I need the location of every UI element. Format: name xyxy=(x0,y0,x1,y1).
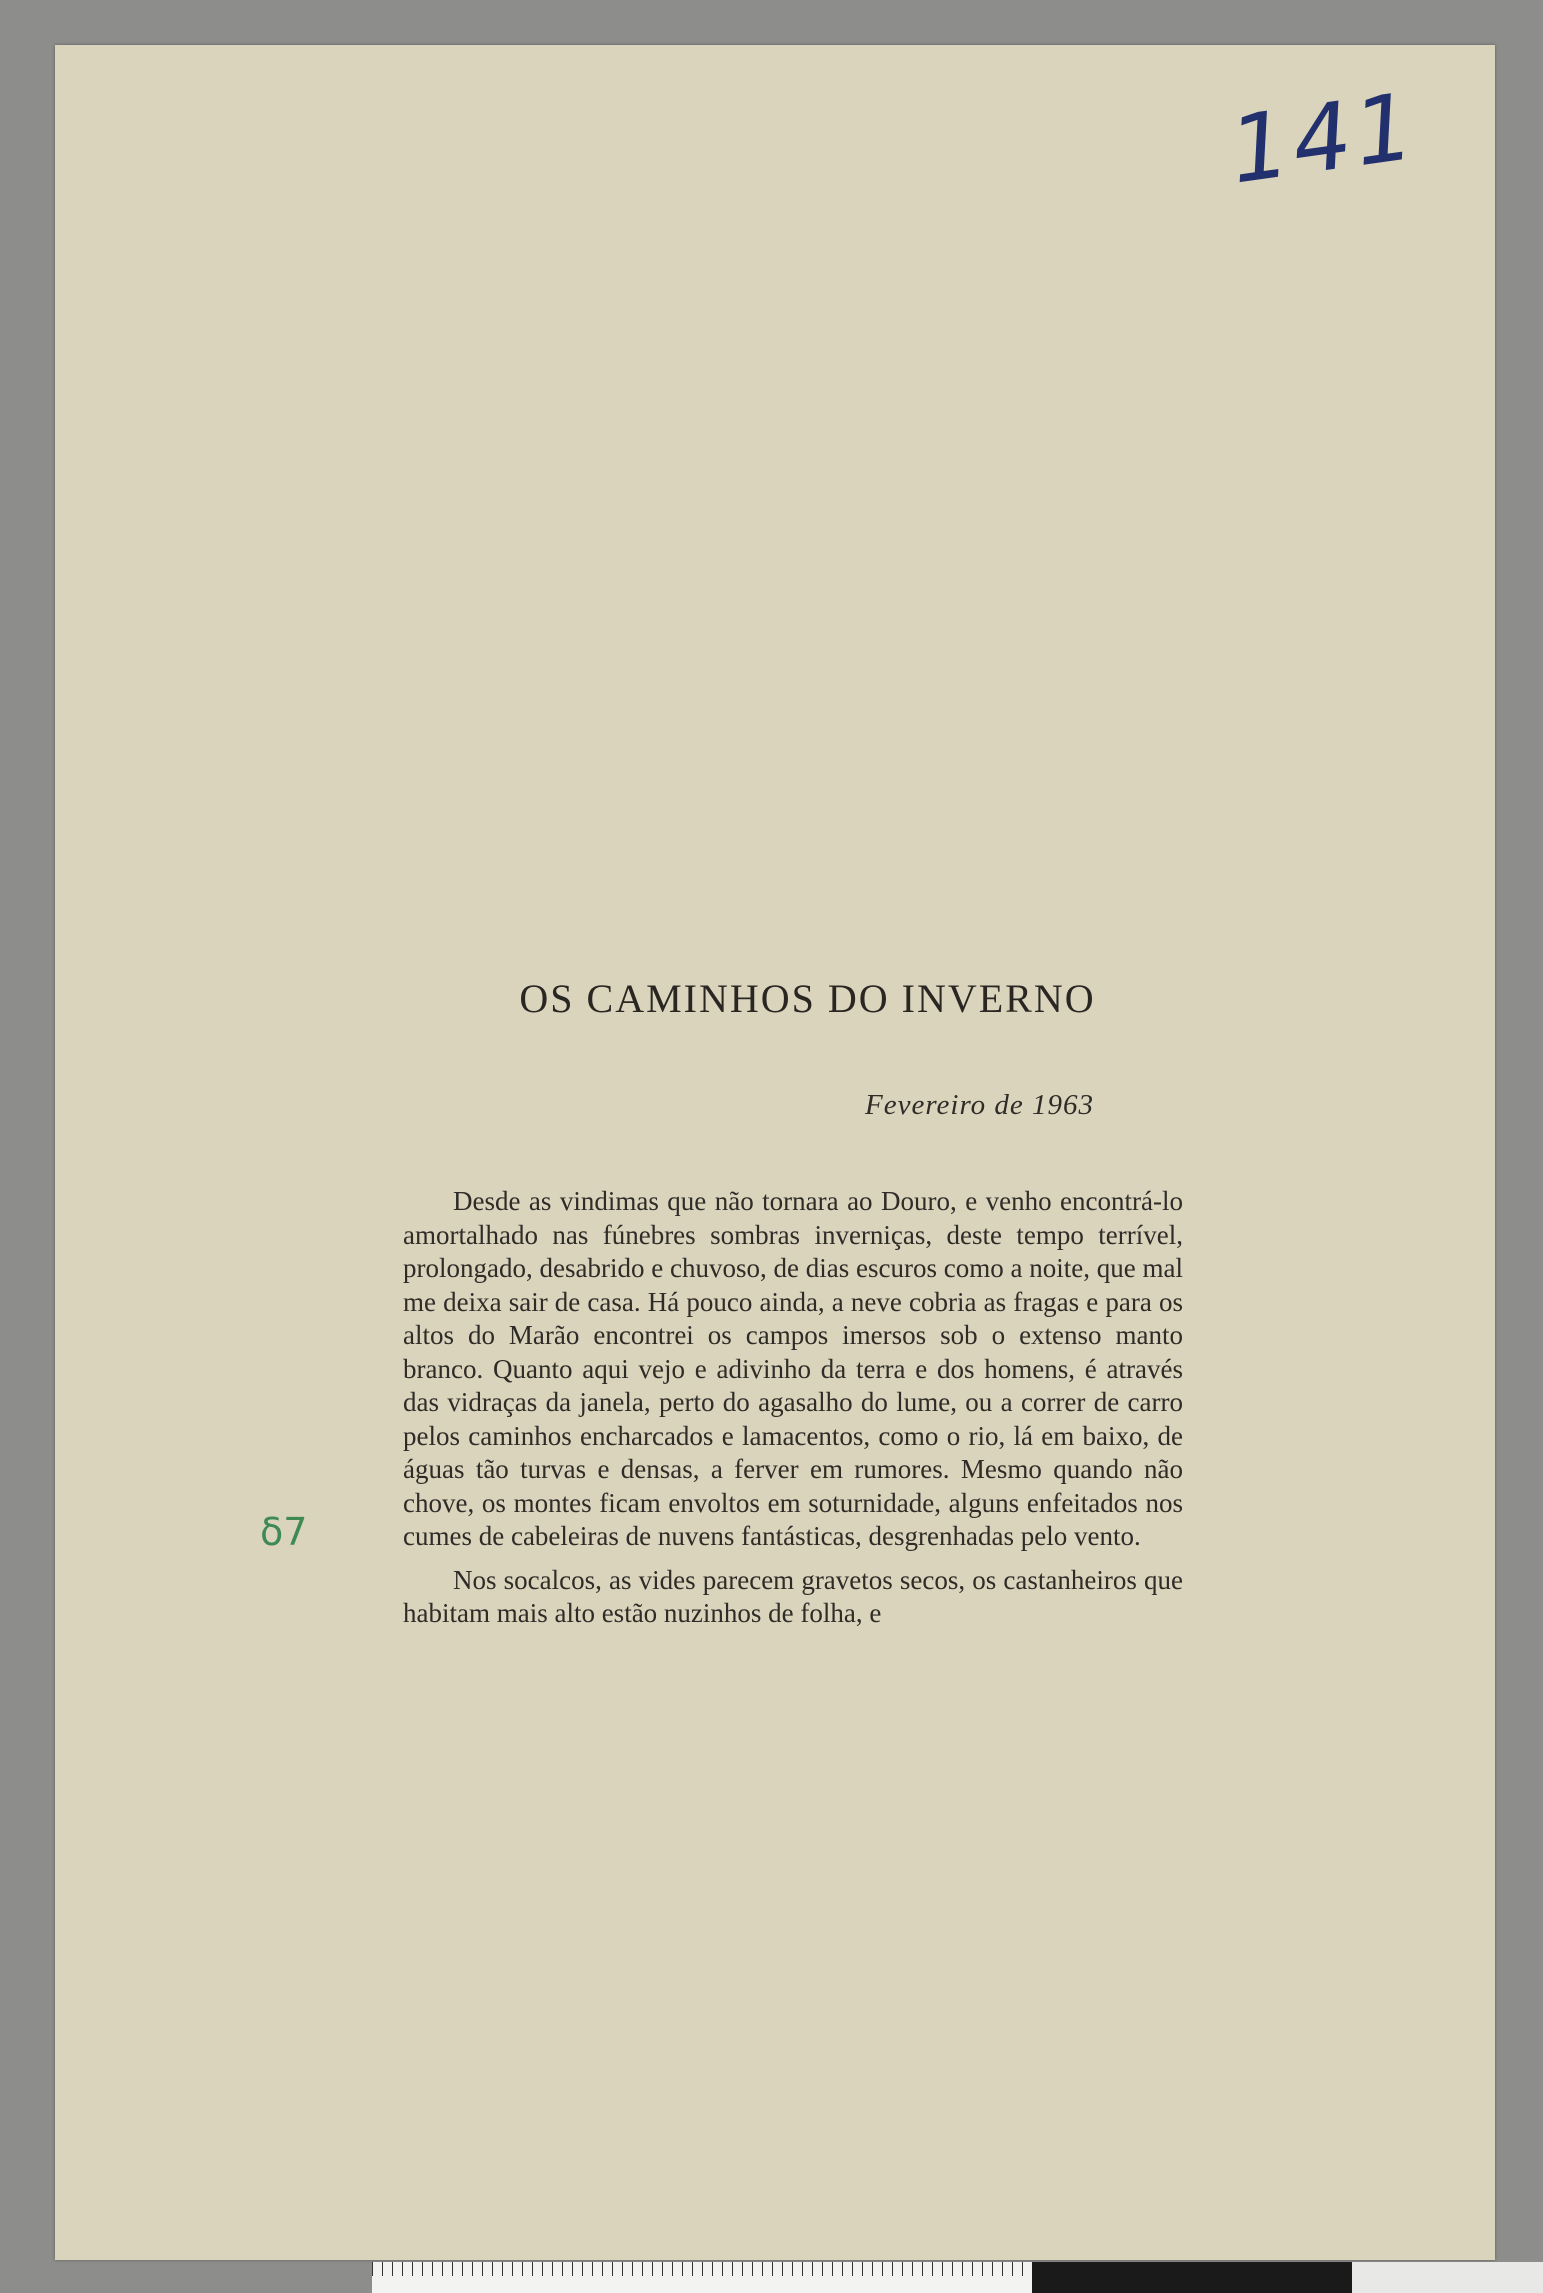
paragraph: Desde as vindimas que não tornara ao Douro, e venho encontrá-lo amortalhado nas fúnebres sombras inverniças, deste tempo terrível, prolongado, desabrido e chuvoso, de dias escuros como a noite, que mal me deixa sair de casa. Há pouco ainda, a neve cobria as fragas e para os altos do Marão encontrei os campos imersos sob o extenso manto branco. Quanto aqui vejo e adivinho da terra e dos homens, é através das vidraças da janela, perto do agasalho do lume, ou a correr de carro pelos caminhos encharcados e lamacentos, como o rio, lá em baixo, de águas tão turvas e densas, a ferver em rumores. Mesmo quando não chove, os montes ficam envoltos em soturnidade, alguns enfeitados nos cumes de cabeleiras de nuvens fantásticas, desgrenhadas pelo vento. xyxy=(403,1186,1183,1551)
document-date: Fevereiro de 1963 xyxy=(865,1089,1095,1121)
page-title: OS CAMINHOS DO INVERNO xyxy=(519,976,1096,1021)
body-text xyxy=(403,1185,1183,1631)
paragraph: Nos socalcos, as vides parecem gravetos secos, os castanheiros que habitam mais alto estão nuzinhos de folha, e xyxy=(403,1564,1183,1628)
document-page xyxy=(55,45,1495,2260)
handwritten-page-number: 141 xyxy=(1223,72,1425,205)
handwritten-margin-mark: δ7 xyxy=(260,1510,308,1554)
ruler-end-segment xyxy=(1352,2262,1543,2293)
scale-ruler xyxy=(372,2262,1543,2293)
ruler-dark-segment xyxy=(1032,2262,1352,2293)
